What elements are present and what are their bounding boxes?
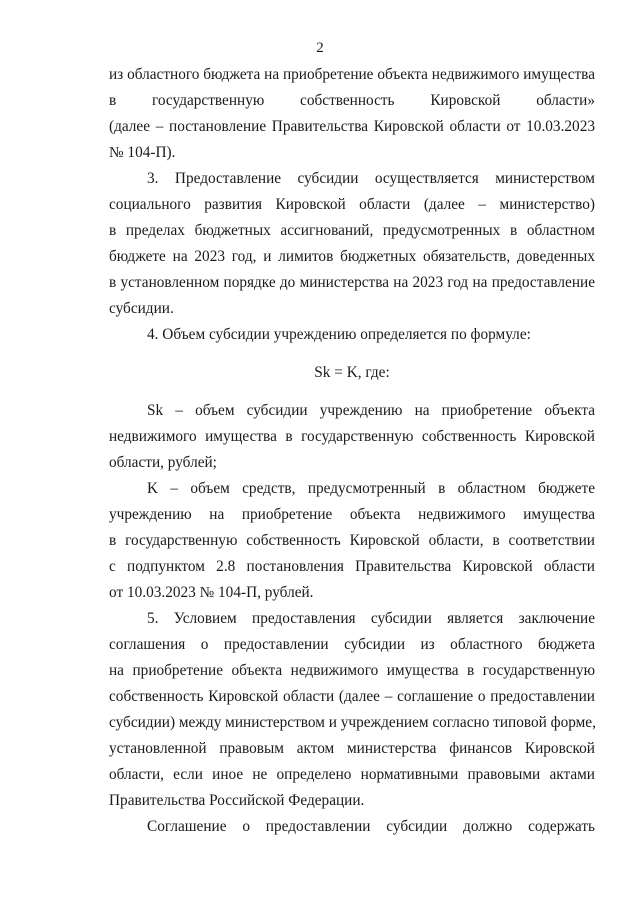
text-line: 4. Объем субсидии учреждению определяется по формуле: xyxy=(147,326,531,343)
text-line: области, если иное не определено нормативными правовыми актами xyxy=(109,766,595,783)
text-line: Правительства Российской Федерации. xyxy=(109,792,365,809)
text-line: в пределах бюджетных ассигнований, предусмотренных в областном xyxy=(109,222,595,239)
text-line: 3. Предоставление субсидии осуществляется министерством xyxy=(147,170,595,187)
text-line: 5. Условием предоставления субсидии является заключение xyxy=(147,610,595,627)
text-line: Sk – объем субсидии учреждению на приобретение объекта xyxy=(147,402,595,419)
text-line: с подпунктом 2.8 постановления Правительства Кировской области xyxy=(109,558,595,575)
text-line: установленной правовым актом министерства финансов Кировской xyxy=(109,740,595,757)
text-line: собственность Кировской области (далее – соглашение о предоставлении xyxy=(109,688,595,705)
text-line: в установленном порядке до министерства на 2023 год на предоставление xyxy=(109,274,595,291)
page-number: 2 xyxy=(316,40,324,56)
formula-line: Sk = K, где: xyxy=(314,364,390,381)
formula-spacing xyxy=(109,386,595,398)
text-line: из областного бюджета на приобретение объекта недвижимого имущества xyxy=(109,66,595,83)
text-line: субсидии) между министерством и учреждением согласно типовой форме, xyxy=(109,714,596,731)
text-line: на приобретение объекта недвижимого имущества в государственную xyxy=(109,662,595,679)
text-line: недвижимого имущества в государственную собственность Кировской xyxy=(109,428,595,445)
text-line: учреждению на приобретение объекта недвижимого имущества xyxy=(109,506,595,523)
text-line: (далее – постановление Правительства Кировской области от 10.03.2023 xyxy=(109,118,595,135)
text-line: в государственную собственность Кировской области, в соответствии xyxy=(109,532,595,549)
document-body xyxy=(109,62,595,840)
text-line: бюджете на 2023 год, и лимитов бюджетных обязательств, доведенных xyxy=(109,248,595,265)
text-line: от 10.03.2023 № 104-П, рублей. xyxy=(109,584,314,601)
text-line: № 104-П). xyxy=(109,144,176,161)
text-line: соглашения о предоставлении субсидии из областного бюджета xyxy=(109,636,595,653)
formula-spacing xyxy=(109,348,595,360)
text-line: в государственную собственность Кировской области» xyxy=(109,92,595,109)
text-line: области, рублей; xyxy=(109,454,217,471)
text-line: субсидии. xyxy=(109,300,174,317)
text-line: K – объем средств, предусмотренный в областном бюджете xyxy=(147,480,595,497)
text-line: социального развития Кировской области (далее – министерство) xyxy=(109,196,595,213)
text-line: Соглашение о предоставлении субсидии должно содержать xyxy=(147,818,595,835)
